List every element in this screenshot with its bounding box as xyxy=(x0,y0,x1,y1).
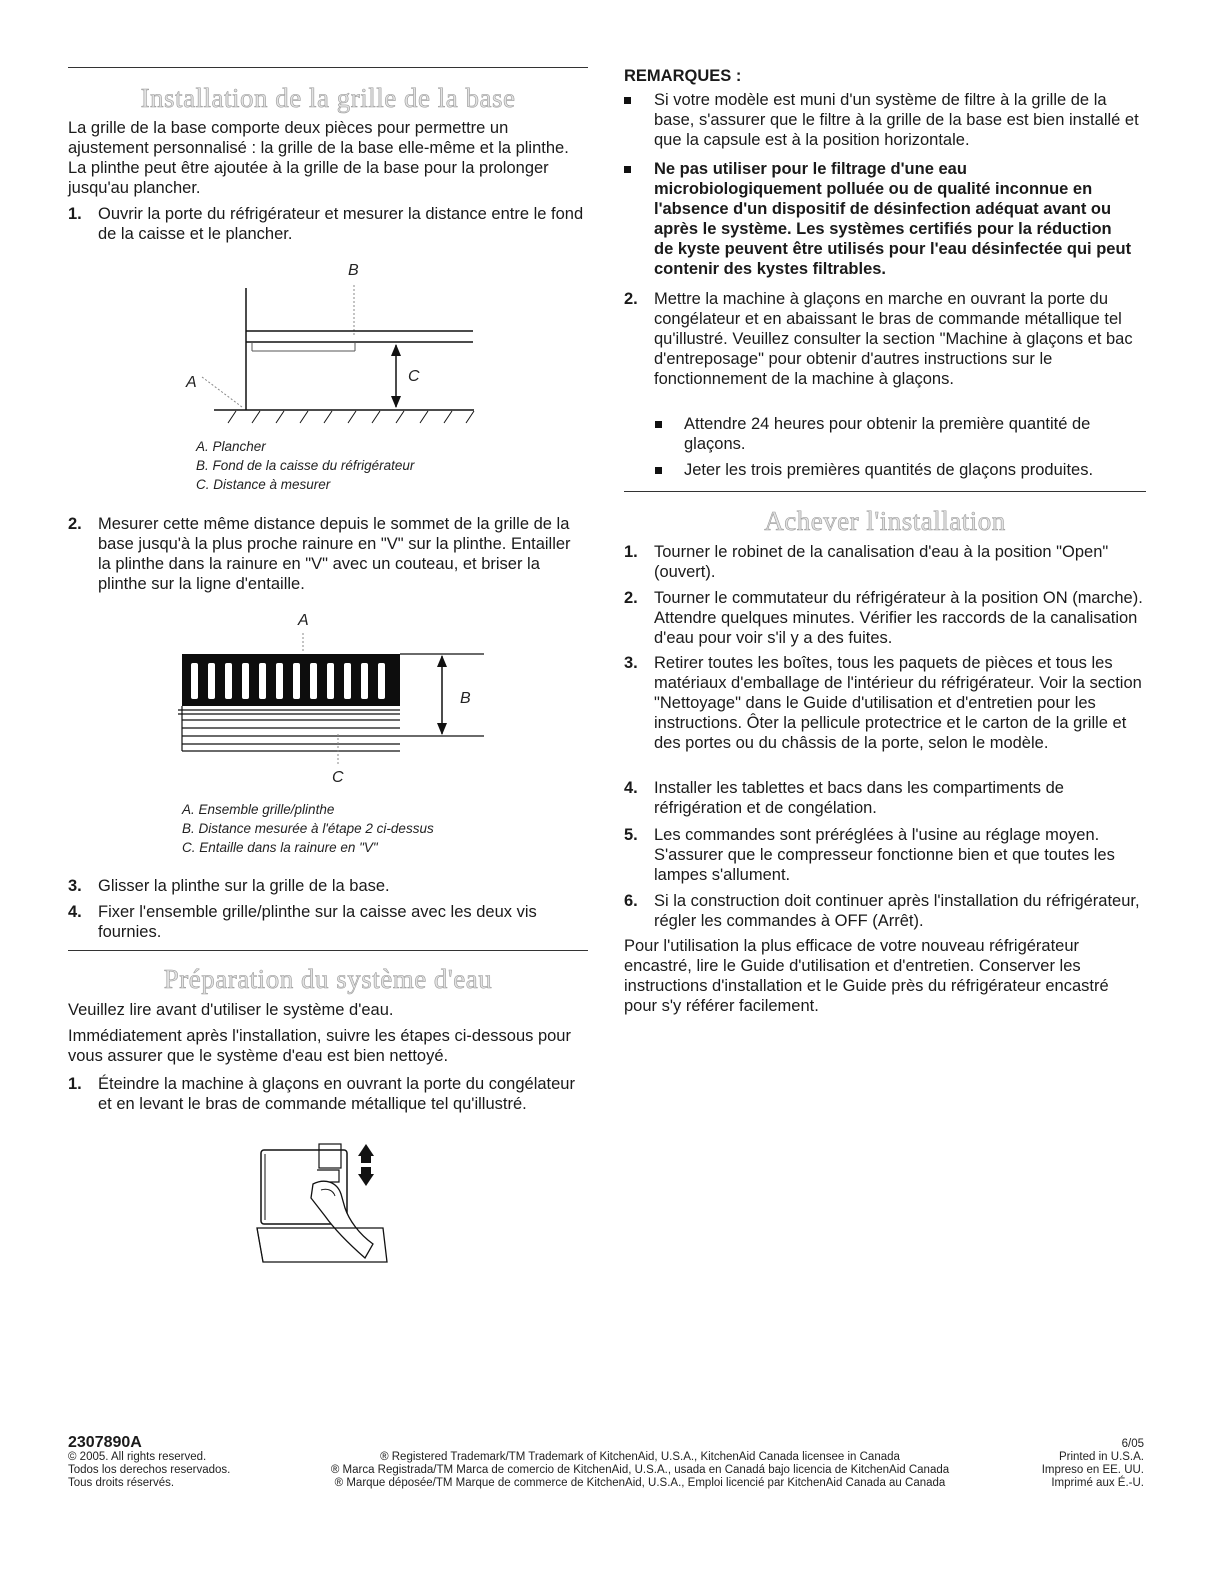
step-number: 2. xyxy=(624,290,638,308)
finish-closing: Pour l'utilisation la plus efficace de votre nouveau réfrigérateur encastré, lire le Guide d'utilisation et d'entretien. Conserver les instructions d'installation et le Guide près du réfrigérateur encastré pour s'y référer facilement. xyxy=(624,937,1109,1015)
base-step-2: Mesurer cette même distance depuis le sommet de la grille de la base jusqu'à la plus proche rainure en "V" sur la plinthe. Entailler la plinthe dans la rainure en "V" avec un couteau, et briser la plinthe sur la ligne d'entaille. xyxy=(98,515,571,593)
printed-fr: Imprimé aux É.-U. xyxy=(1051,1477,1144,1489)
figure-grille-plinth xyxy=(170,606,500,786)
trademark-fr: ® Marque déposée/TM Marque de commerce de KitchenAid, U.S.A., Emploi licencié par KitchenAid Canada au Canada xyxy=(334,1477,946,1489)
remark-2: Ne pas utiliser pour le filtrage d'une eau microbiologiquement polluée ou de qualité inconnue en l'absence d'un dispositif de désinfection adéquat avant ou après le système. Les systèmes certifiés pour la réduction de kyste peuvent être utilisés pour l'eau désinfectée qui peut contenir des kystes filtrables. xyxy=(654,160,1132,278)
fig1-caption-a: A. Plancher xyxy=(196,439,266,454)
bullet-marker xyxy=(655,467,662,474)
fig1-caption-c: C. Distance à mesurer xyxy=(196,477,331,492)
step-number: 5. xyxy=(624,826,638,844)
step-number: 4. xyxy=(68,903,82,921)
bullet-marker xyxy=(624,97,631,104)
remark-1: Si votre modèle est muni d'un système de filtre à la grille de la base, s'assurer que le filtre à la grille de la base est bien installé et que la capsule est à la position horizontale. xyxy=(654,91,1139,149)
bullet-marker xyxy=(655,421,662,428)
section-title-base-grille: Installation de la grille de la base xyxy=(140,83,516,113)
part-number: 2307890A xyxy=(68,1434,142,1451)
fig2-label-c: C xyxy=(332,769,344,786)
edition-date: 6/05 xyxy=(1121,1438,1144,1450)
trademark-es: ® Marca Registrada/TM Marca de comercio de KitchenAid, U.S.A., usada en Canadá bajo licencia de KitchenAid Canada xyxy=(330,1464,950,1476)
step-number: 6. xyxy=(624,892,638,910)
fig2-caption-b: B. Distance mesurée à l'étape 2 ci-dessus xyxy=(182,821,434,836)
water-p1: Veuillez lire avant d'utiliser le système d'eau. xyxy=(68,1001,394,1019)
water-step-2: Mettre la machine à glaçons en marche en ouvrant la porte du congélateur et en abaissant le bras de commande métallique tel qu'illustré. Veuillez consulter la section "Machine à glaçons et bac d'entreposage" pour obtenir d'autres instructions sur le fonctionnement de la machine à glaçons. xyxy=(654,290,1133,388)
copyright-en: © 2005. All rights reserved. xyxy=(68,1451,207,1463)
step-number: 3. xyxy=(624,654,638,672)
fig2-label-b: B xyxy=(460,690,471,707)
step-number: 4. xyxy=(624,779,638,797)
figure-floor-distance xyxy=(180,255,490,430)
divider-finish xyxy=(624,491,1146,492)
divider-water xyxy=(68,950,588,951)
finish-step-5: Les commandes sont préréglées à l'usine au réglage moyen. S'assurer que le compresseur fonctionne bien et que toutes les lampes s'allument. xyxy=(654,826,1115,884)
step-number: 3. xyxy=(68,877,82,895)
water-p2: Immédiatement après l'installation, suivre les étapes ci-dessous pour vous assurer que le système d'eau est bien nettoyé. xyxy=(68,1027,571,1065)
finish-step-2: Tourner le commutateur du réfrigérateur à la position ON (marche). Attendre quelques minutes. Vérifier les raccords de la canalisation d'eau pour voir s'il y a des fuites. xyxy=(654,589,1143,647)
step-number: 1. xyxy=(624,543,638,561)
base-step-1: Ouvrir la porte du réfrigérateur et mesurer la distance entre le fond de la caisse et le plancher. xyxy=(98,205,584,243)
fig1-label-c: C xyxy=(408,368,420,385)
finish-step-6: Si la construction doit continuer après l'installation du réfrigérateur, régler les commandes à OFF (Arrêt). xyxy=(654,892,1140,930)
fig1-label-a: A xyxy=(186,374,197,391)
water-sub-1: Attendre 24 heures pour obtenir la première quantité de glaçons. xyxy=(684,415,1091,453)
bullet-marker xyxy=(624,166,631,173)
base-step-4: Fixer l'ensemble grille/plinthe sur la caisse avec les deux vis fournies. xyxy=(98,903,537,941)
fig1-label-b: B xyxy=(348,262,359,279)
top-rule-left xyxy=(68,67,588,68)
fig2-caption-c: C. Entaille dans la rainure en "V" xyxy=(182,840,378,855)
base-step-3: Glisser la plinthe sur la grille de la base. xyxy=(98,877,390,895)
trademark-en: ® Registered Trademark/TM Trademark of KitchenAid, U.S.A., KitchenAid Canada licensee in Canada xyxy=(380,1451,900,1463)
step-number: 1. xyxy=(68,205,82,223)
section-title-water: Préparation du système d'eau xyxy=(163,964,493,994)
figure-ice-maker-arm xyxy=(255,1138,405,1268)
base-grille-intro: La grille de la base comporte deux pièces pour permettre un ajustement personnalisé : la grille de la base elle-même et la plinthe. La plinthe peut être ajoutée à la grille de la base pour la prolonger jusqu'au plancher. xyxy=(68,119,569,197)
fig2-label-a: A xyxy=(298,612,309,629)
printed-es: Impreso en EE. UU. xyxy=(1041,1464,1144,1476)
section-title-finish: Achever l'installation xyxy=(764,506,1006,536)
fig1-caption-b: B. Fond de la caisse du réfrigérateur xyxy=(196,458,415,473)
water-sub-2: Jeter les trois premières quantités de glaçons produites. xyxy=(684,461,1094,479)
copyright-es: Todos los derechos reservados. xyxy=(68,1464,231,1476)
finish-step-4: Installer les tablettes et bacs dans les compartiments de réfrigération et de congélation. xyxy=(654,779,1064,817)
copyright-fr: Tous droits réservés. xyxy=(68,1477,175,1489)
finish-step-3: Retirer toutes les boîtes, tous les paquets de pièces et tous les matériaux d'emballage de l'intérieur du réfrigérateur. Voir la section "Nettoyage" dans le Guide d'utilisation et d'entretien pour les instructions. Ôter la pellicule protectrice et le carton de la grille et des portes ou du châssis de la porte, selon le modèle. xyxy=(654,654,1142,752)
remarks-heading: REMARQUES : xyxy=(624,67,742,85)
fig2-caption-a: A. Ensemble grille/plinthe xyxy=(182,802,335,817)
water-step-1: Éteindre la machine à glaçons en ouvrant la porte du congélateur et en levant le bras de commande métallique tel qu'illustré. xyxy=(98,1075,575,1113)
finish-step-1: Tourner le robinet de la canalisation d'eau à la position "Open" (ouvert). xyxy=(654,543,1109,581)
printed-en: Printed in U.S.A. xyxy=(1058,1451,1144,1463)
step-number: 2. xyxy=(68,515,82,533)
step-number: 2. xyxy=(624,589,638,607)
step-number: 1. xyxy=(68,1075,82,1093)
